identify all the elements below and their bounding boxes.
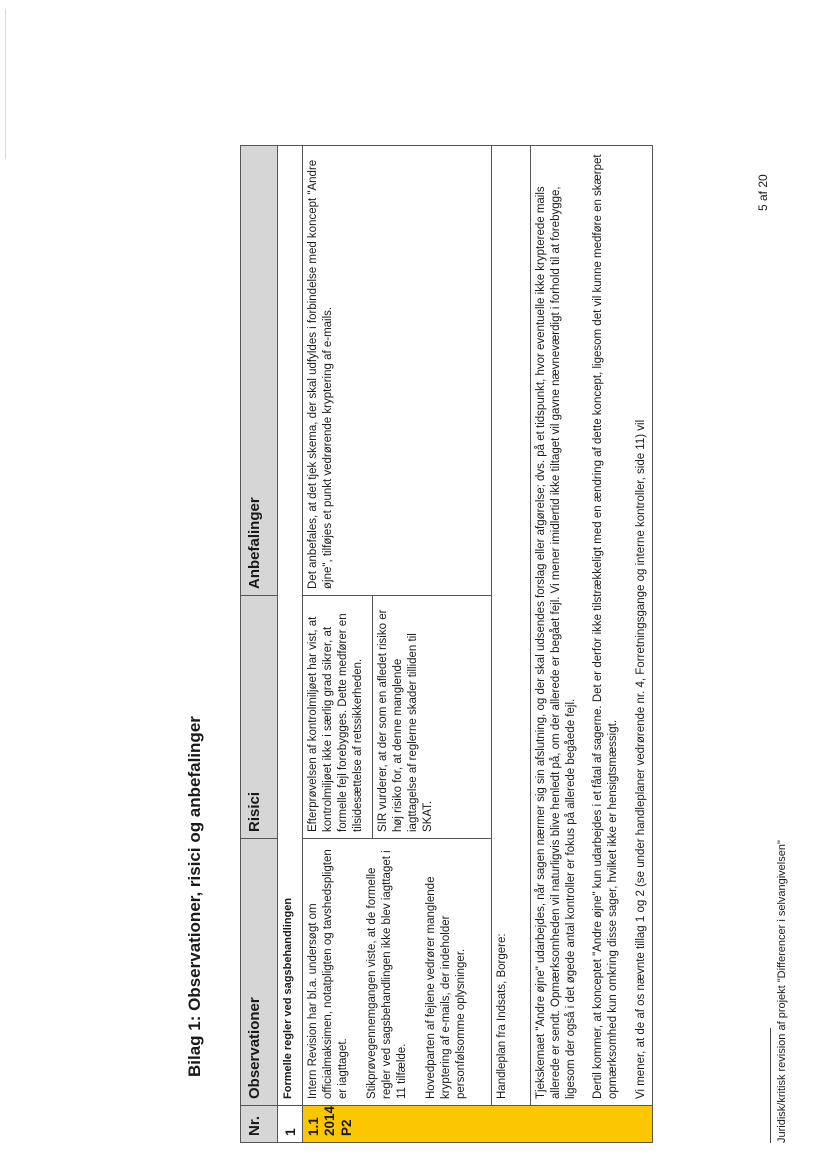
risks-cell xyxy=(303,596,492,839)
observation-text: Intern Revision har bl.a. undersøgt om officialmaksimen, notatpligten og tavshedspligten er iagttaget. xyxy=(307,849,350,1099)
action-plan-paragraph: Vi mener, at de af os nævnte tillag 1 og 2 (se under handleplaner vedrørende nr. 4, Forretningsgange og interne kontroller, side 11) vil xyxy=(634,419,647,1099)
section-number: 1 xyxy=(278,1106,303,1143)
header-risks: Risici xyxy=(241,596,278,839)
observation-text: Hovedparten af fejlene vedrører manglende kryptering af e-mails, der indeholder personfølsomme oplysninger. xyxy=(424,876,467,1099)
risk-text: SIR vurderer, at der som en afledet risiko er høj risiko for, at denne manglende iagttagelse af reglerne skader tilliden til SKAT. xyxy=(372,596,442,838)
action-plan-paragraph: Tjekskemaet "Andre øjne" udarbejdes, når sagen nærmer sig sin afslutning, og der skal udsendes forslag eller afgørelse; dvs. på et tidspunkt, hvor eventuelle ikke krypterede mails allerede er sendt. Opmærksomheden vil naturligvis blive henledt på, om der allerede er begået fejl. Vi mener imidlertid ikke tiltaget vil gavne nævneværdigt i forhold til at forebygge, ligesom der også i det øgede antal kontroller er fokus på allerede begåede fejl. xyxy=(535,186,577,1099)
action-plan-cell xyxy=(531,146,652,1106)
header-nr: Nr. xyxy=(241,1106,278,1143)
recommendation-cell: Det anbefales, at det tjek skema, der skal udfyldes i forbindelse med koncept "Andre øjne", tilføjes et punkt vedrørende kryptering af e-mails. xyxy=(303,146,492,596)
item-id-year: 2014 xyxy=(322,1105,338,1136)
observations-cell xyxy=(303,839,492,1106)
footer-divider xyxy=(770,1028,771,1143)
header-observations: Observationer xyxy=(241,839,278,1106)
observations-table xyxy=(240,145,653,1143)
header-recommendations: Anbefalinger xyxy=(241,146,278,596)
top-edge-line xyxy=(5,9,6,159)
action-plan-paragraph: Dertil kommer, at konceptet "Andre øjne" kun udarbejdes i et fåtal af sagerne. Det er derfor ikke tilstrækkeligt med en ændring af dette koncept, ligesom det vil kunne medføre en skærpet opmærksomhed kun omkring disse sager, hvilket ikke er hensigtsmæssigt. xyxy=(592,154,620,1099)
item-id-code: P2 xyxy=(338,1119,354,1136)
footer-document-title: Juridisk/kritisk revision af projekt "Differencer i selvangivelsen" xyxy=(776,840,788,1143)
item-id-cell xyxy=(303,1106,652,1143)
risk-text: Efterprøvelsen af kontrolmiljøet har vist, at kontrolmiljøet ikke i særlig grad sikrer, at formelle fejl forebygges. Dette medfører en tilsidesættelse af retssikkerheden. xyxy=(307,613,364,832)
page-number: 5 af 20 xyxy=(756,174,770,211)
action-plan-label: Handleplan fra Indsats, Borgere: xyxy=(492,146,531,1106)
item-id-line: 1.1 xyxy=(306,1117,322,1136)
action-plan-row xyxy=(531,146,652,1143)
section-row xyxy=(278,146,303,1143)
table-header-row xyxy=(241,146,278,1143)
section-title: Formelle regler ved sagsbehandlingen xyxy=(278,146,303,1106)
observation-text: Stikprøvegennemgangen viste, at de formelle regler ved sagsbehandlingen ikke blev iagttaget i 11 tilfælde. xyxy=(366,850,408,1099)
table-row xyxy=(303,146,492,1143)
action-plan-label-row xyxy=(492,146,531,1143)
page-title: Bilag 1: Observationer, risici og anbefalinger xyxy=(185,716,204,1077)
